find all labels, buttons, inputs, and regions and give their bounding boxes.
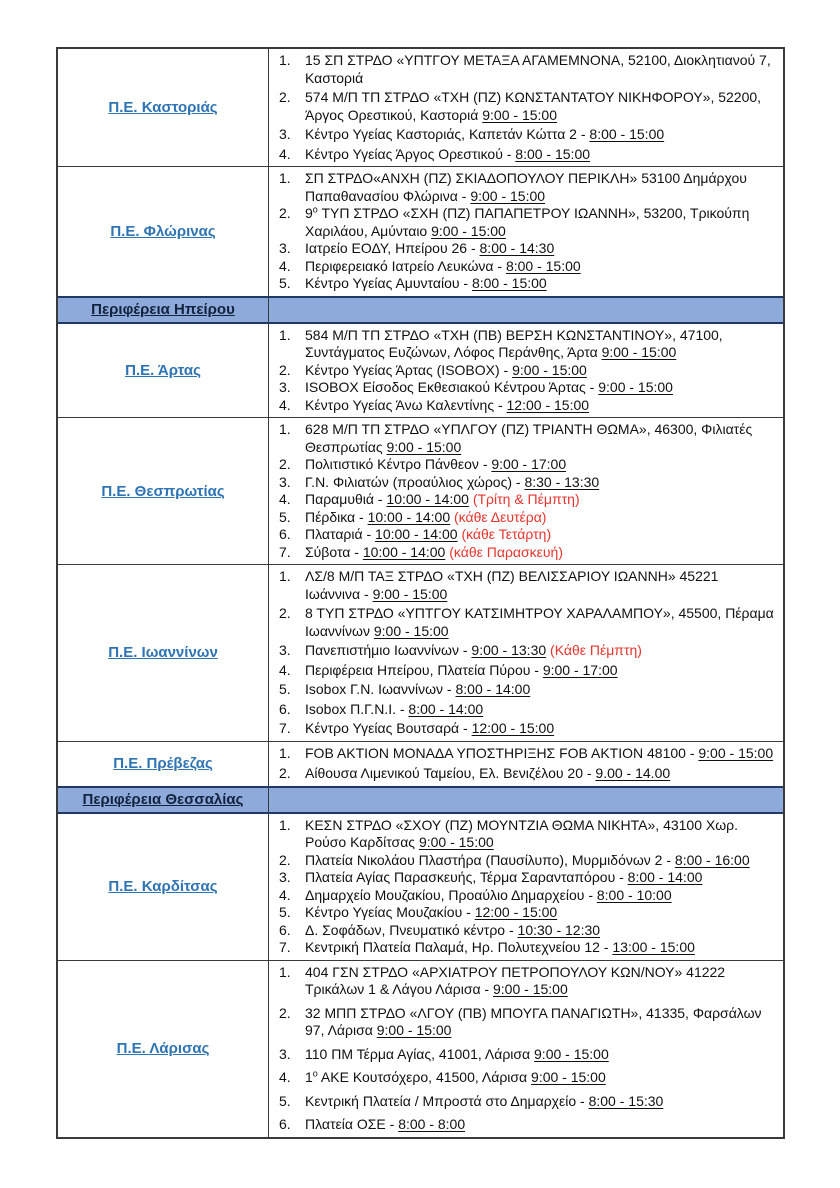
location-item (279, 1005, 775, 1040)
regional-unit-link[interactable]: Π.Ε. Πρέβεζας (113, 755, 213, 772)
locations-list (269, 565, 783, 741)
location-item (279, 568, 775, 603)
item-number: 4. (279, 145, 291, 162)
section-row (58, 417, 783, 564)
item-text: Πλατεία ΟΣΕ - 8:00 - 8:00 (305, 1116, 466, 1132)
region-header-cell (58, 788, 269, 812)
location-item (279, 922, 775, 940)
section-row (58, 814, 783, 960)
item-number: 7. (279, 939, 291, 955)
location-item (279, 662, 775, 680)
regional-unit-cell (58, 324, 269, 418)
location-item (279, 509, 775, 527)
item-text: Κέντρο Υγείας Άνω Καλεντίνης - 12:00 - 15:00 (305, 396, 590, 413)
locations-list (269, 814, 783, 960)
location-item (279, 240, 775, 258)
item-number: 4. (279, 491, 291, 507)
item-number: 5. (279, 681, 291, 697)
item-number: 6. (279, 700, 291, 717)
section-row (58, 960, 783, 1137)
item-text: ISOBOX Είσοδος Εκθεσιακού Κέντρου Άρτας - 9:00 - 15:00 (305, 379, 673, 395)
location-item (279, 205, 775, 240)
location-item (279, 605, 775, 640)
location-item (279, 526, 775, 544)
regional-unit-cell (58, 167, 269, 296)
item-text: $9^o$ ΤΥΠ ΣΤΡΔΟ «ΣΧΗ (ΠΖ) ΠΑΠΑΠΕΤΡΟΥ ΙΩΑΝΝΗ», 53200, Τρικούπη Χαριλάου, Αμύνταιο 9:00 - 15:00 (305, 204, 750, 239)
item-number: 2. (279, 205, 291, 221)
item-text: Παραμυθιά - 10:00 - 14:00 (Τρίτη & Πέμπτη) (305, 491, 580, 507)
item-text: Κέντρο Υγείας Βουτσαρά - 12:00 - 15:00 (305, 720, 555, 736)
section-row (58, 324, 783, 418)
item-number: 4. (279, 886, 291, 903)
item-number: 2. (279, 361, 291, 378)
location-item (279, 327, 775, 362)
location-item (279, 701, 775, 719)
item-text: Κέντρο Υγείας Αμυνταίου - 8:00 - 15:00 (305, 275, 547, 291)
item-number: 5. (279, 275, 291, 291)
item-text: Σύβοτα - 10:00 - 14:00 (κάθε Παρασκευή) (305, 543, 563, 560)
item-text: Κεντρική Πλατεία Παλαμά, Ηρ. Πολυτεχνείου 12 - 13:00 - 15:00 (305, 939, 695, 955)
locations-list (269, 418, 783, 564)
item-number: 6. (279, 921, 291, 938)
item-text: 574 Μ/Π ΤΠ ΣΤΡΔΟ «ΤΧΗ (ΠΖ) ΚΩΝΣΤΑΝΤΑΤΟΥ ΝΙΚΗΦΟΡΟΥ», 52200, Άργος Ορεστικού, Καστοριά 9:00 - 15:00 (305, 89, 762, 123)
location-item (279, 52, 775, 87)
item-text: Πλατεία Νικολάου Πλαστήρα (Παυσίλυπο), Μυρμιδόνων 2 - 8:00 - 16:00 (305, 851, 750, 868)
item-text: Πέρδικα - 10:00 - 14:00 (κάθε Δευτέρα) (305, 508, 547, 525)
location-item (279, 258, 775, 276)
item-text: Κέντρο Υγείας Μουζακίου - 12:00 - 15:00 (305, 904, 558, 920)
item-text: Πανεπιστήμιο Ιωαννίνων - 9:00 - 13:30 (Κάθε Πέμπτη) (305, 642, 642, 658)
item-number: 7. (279, 543, 291, 560)
item-text: Δ. Σοφάδων, Πνευματικό κέντρο - 10:30 - 12:30 (305, 921, 601, 938)
regional-unit-cell (58, 418, 269, 564)
item-number: 5. (279, 904, 291, 920)
item-text: 15 ΣΠ ΣΤΡΔΟ «ΥΠΤΓΟΥ ΜΕΤΑΞΑ ΑΓΑΜΕΜΝΟΝΑ, 52100, Διοκλητιανού 7, Καστοριά (305, 52, 771, 86)
item-text: Isobox Γ.Ν. Ιωαννίνων - 8:00 - 14:00 (305, 681, 531, 697)
item-text: ΛΣ/8 Μ/Π ΤΑΞ ΣΤΡΔΟ «ΤΧΗ (ΠΖ) ΒΕΛΙΣΣΑΡΙΟΥ ΙΩΑΝΝΗ» 45221 Ιωάννινα - 9:00 - 15:00 (305, 568, 719, 602)
item-number: 4. (279, 396, 291, 413)
item-number: 3. (279, 1045, 291, 1062)
regional-unit-link[interactable]: Π.Ε. Λάρισας (116, 1040, 210, 1057)
item-number: 2. (279, 456, 291, 472)
section-row (58, 564, 783, 741)
item-text: Κεντρική Πλατεία / Μπροστά στο Δημαρχείο - 8:00 - 15:30 (305, 1092, 664, 1109)
section-row (58, 49, 783, 166)
item-text: 110 ΠΜ Τέρμα Αγίας, 41001, Λάρισα 9:00 - 15:00 (305, 1045, 609, 1062)
item-text: Κέντρο Υγείας Καστοριάς, Καπετάν Κώττα 2 - 8:00 - 15:00 (305, 126, 665, 142)
locations-list (269, 961, 783, 1137)
item-number: 1. (279, 326, 291, 343)
regional-unit-cell (58, 565, 269, 741)
item-text: Δημαρχείο Μουζακίου, Προαύλιο Δημαρχείου - 8:00 - 10:00 (305, 886, 672, 903)
region-header-cell (58, 298, 269, 322)
item-number: 2. (279, 765, 291, 781)
location-item (279, 544, 775, 562)
item-number: 4. (279, 661, 291, 678)
item-text: FOB AKTION ΜΟΝΑΔΑ ΥΠΟΣΤΗΡΙΞΗΣ FOB AKTION 48100 - 9:00 - 15:00 (305, 744, 774, 761)
regional-unit-link[interactable]: Π.Ε. Καρδίτσας (108, 878, 218, 895)
region-header-label[interactable]: Περιφέρεια Θεσσαλίας (82, 790, 244, 808)
item-number: 1. (279, 963, 291, 980)
section-row (58, 741, 783, 786)
locations-table (56, 47, 785, 1139)
item-number: 7. (279, 720, 291, 736)
location-item (279, 681, 775, 699)
item-number: 2. (279, 89, 291, 105)
locations-list (269, 742, 783, 786)
regional-unit-link[interactable]: Π.Ε. Καστοριάς (108, 99, 218, 116)
regional-unit-cell (58, 742, 269, 786)
section-row (58, 166, 783, 296)
regional-unit-link[interactable]: Π.Ε. Άρτας (125, 361, 201, 379)
location-item (279, 887, 775, 905)
location-item (279, 379, 775, 397)
location-item (279, 89, 775, 124)
item-text: Κέντρο Υγείας Άρτας (ISOBOX) - 9:00 - 15:00 (305, 361, 587, 378)
location-item (279, 1093, 775, 1111)
item-number: 1. (279, 170, 291, 186)
item-text: Isobox Π.Γ.Ν.Ι. - 8:00 - 14:00 (305, 700, 484, 717)
location-item (279, 745, 775, 763)
item-text: 628 Μ/Π ΤΠ ΣΤΡΔΟ «ΥΠΛΓΟΥ (ΠΖ) ΤΡΙΑΝΤΗ ΘΩΜΑ», 46300, Φιλιατές Θεσπρωτίας 9:00 - 15:00 (305, 421, 753, 455)
location-item (279, 456, 775, 474)
region-header-empty-cell (269, 298, 783, 322)
location-item (279, 474, 775, 492)
item-number: 1. (279, 52, 291, 68)
item-text: ΚΕΣΝ ΣΤΡΔΟ «ΣΧΟΥ (ΠΖ) ΜΟΥΝΤΖΙΑ ΘΩΜΑ ΝΙΚΗΤΑ», 43100 Χωρ. Ρούσο Καρδίτσας 9:00 - 15:00 (305, 816, 739, 850)
item-number: 5. (279, 508, 291, 525)
item-text: 584 Μ/Π ΤΠ ΣΤΡΔΟ «ΤΧΗ (ΠΒ) ΒΕΡΣΗ ΚΩΝΣΤΑΝΤΙΝΟΥ», 47100, Συντάγματος Ευζώνων, Λόφος Περάνθης, Άρτα 9:00 - 15:00 (305, 326, 723, 360)
location-item (279, 362, 775, 380)
item-number: 2. (279, 605, 291, 621)
item-text: Ιατρείο ΕΟΔΥ, Ηπείρου 26 - 8:00 - 14:30 (305, 240, 555, 256)
item-text: 8 ΤΥΠ ΣΤΡΔΟ «ΥΠΤΓΟΥ ΚΑΤΣΙΜΗΤΡΟΥ ΧΑΡΑΛΑΜΠΟΥ», 45500, Πέραμα Ιωαννίνων 9:00 - 15:00 (305, 605, 774, 639)
item-text: Πλαταριά - 10:00 - 14:00 (κάθε Τετάρτη) (305, 526, 552, 542)
location-item (279, 642, 775, 660)
regional-unit-link[interactable]: Π.Ε. Ιωαννίνων (108, 644, 218, 662)
item-number: 5. (279, 1092, 291, 1109)
location-item (279, 1116, 775, 1134)
location-item (279, 1046, 775, 1064)
item-text: 404 ΓΣΝ ΣΤΡΔΟ «ΑΡΧΙΑΤΡΟΥ ΠΕΤΡΟΠΟΥΛΟΥ ΚΩΝ/ΝΟΥ» 41222 Τρικάλων 1 & Λάγου Λάρισα - 9:00 - 15:00 (305, 963, 726, 997)
location-item (279, 126, 775, 144)
item-number: 3. (279, 240, 291, 256)
item-text: Περιφέρεια Ηπείρου, Πλατεία Πύρου - 9:00 - 17:00 (305, 661, 618, 678)
location-item (279, 964, 775, 999)
item-number: 3. (279, 473, 291, 490)
locations-list (269, 49, 783, 166)
regional-unit-cell (58, 961, 269, 1137)
item-number: 1. (279, 421, 291, 437)
location-item (279, 397, 775, 415)
item-text: Αίθουσα Λιμενικού Ταμείου, Ελ. Βενιζέλου 20 - 9.00 - 14.00 (305, 765, 671, 781)
item-number: 1. (279, 816, 291, 833)
region-header-row (58, 786, 783, 814)
location-item (279, 720, 775, 738)
location-item (279, 146, 775, 164)
location-item (279, 491, 775, 509)
item-text: Περιφερειακό Ιατρείο Λευκώνα - 8:00 - 15:00 (305, 257, 581, 274)
item-number: 3. (279, 379, 291, 395)
location-item (279, 421, 775, 456)
item-number: 4. (279, 257, 291, 274)
regional-unit-cell (58, 49, 269, 166)
regional-unit-link[interactable]: Π.Ε. Φλώρινας (110, 222, 216, 240)
item-number: 3. (279, 126, 291, 142)
location-item (279, 869, 775, 887)
item-number: 2. (279, 1004, 291, 1021)
item-text: Πλατεία Αγίας Παρασκευής, Τέρμα Σαρανταπόρου - 8:00 - 14:00 (305, 869, 703, 885)
locations-list (269, 167, 783, 296)
location-item (279, 904, 775, 922)
item-text: Γ.Ν. Φιλιατών (προαύλιος χώρος) - 8:30 - 13:30 (305, 473, 600, 490)
location-item (279, 275, 775, 293)
item-text: $1^o$ ΑΚΕ Κουτσόχερο, 41500, Λάρισα 9:00 - 15:00 (305, 1068, 606, 1085)
item-number: 1. (279, 568, 291, 584)
location-item (279, 1069, 775, 1087)
locations-list (269, 324, 783, 418)
region-header-row (58, 296, 783, 324)
location-item (279, 765, 775, 783)
item-text: 32 ΜΠΠ ΣΤΡΔΟ «ΛΓΟΥ (ΠΒ) ΜΠΟΥΓΑ ΠΑΝΑΓΙΩΤΗ», 41335, Φαρσάλων 97, Λάρισα 9:00 - 15:00 (305, 1004, 762, 1038)
item-number: 6. (279, 526, 291, 542)
regional-unit-link[interactable]: Π.Ε. Θεσπρωτίας (101, 482, 225, 500)
item-number: 6. (279, 1116, 291, 1132)
item-text: Κέντρο Υγείας Άργος Ορεστικού - 8:00 - 15:00 (305, 145, 591, 162)
item-number: 1. (279, 744, 291, 761)
item-number: 3. (279, 869, 291, 885)
item-text: Πολιτιστικό Κέντρο Πάνθεον - 9:00 - 17:00 (305, 456, 567, 472)
item-text: ΣΠ ΣΤΡΔΟ«ΑΝΧΗ (ΠΖ) ΣΚΙΑΔΟΠΟΥΛΟΥ ΠΕΡΙΚΛΗ» 53100 Δημάρχου Παπαθανασίου Φλώρινα - 9:00 - 15:00 (305, 170, 747, 204)
item-number: 2. (279, 851, 291, 868)
location-item (279, 817, 775, 852)
region-header-empty-cell (269, 788, 783, 812)
item-number: 3. (279, 642, 291, 658)
regional-unit-cell (58, 814, 269, 960)
location-item (279, 852, 775, 870)
location-item (279, 939, 775, 957)
item-number: 4. (279, 1069, 291, 1085)
region-header-label[interactable]: Περιφέρεια Ηπείρου (91, 300, 235, 318)
location-item (279, 170, 775, 205)
